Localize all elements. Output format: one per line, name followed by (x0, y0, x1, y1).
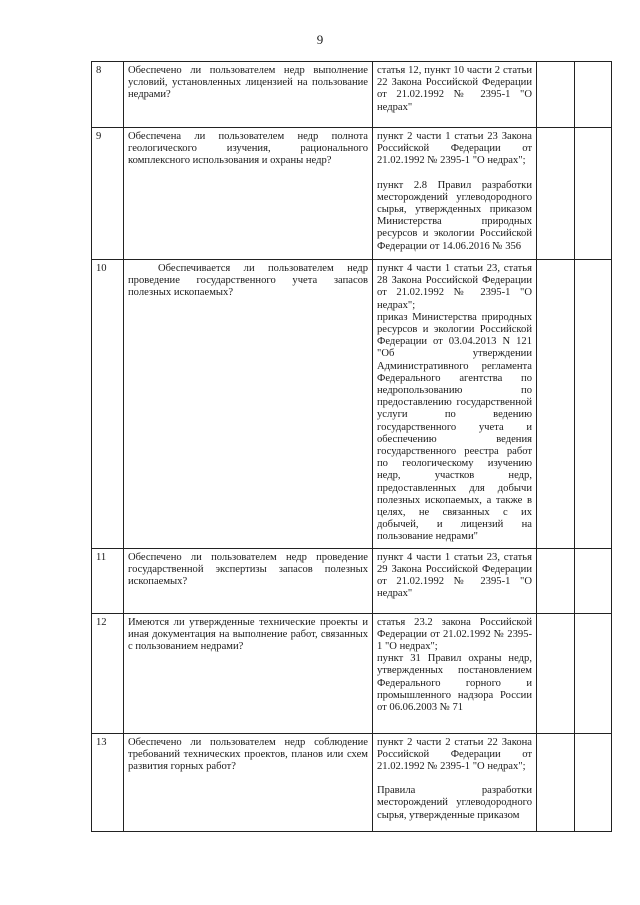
question-cell: Имеются ли утвержденные технические проекты и иная документация на выполнение работ, связанных с пользованием недрами? (124, 613, 373, 733)
question-cell: Обеспечено ли пользователем недр соблюдение требований технических проектов, планов или схем развития горных работ? (124, 733, 373, 831)
question-cell: Обеспечена ли пользователем недр полнота геологического изучения, рационального комплексного использования и охраны недр? (124, 128, 373, 260)
row-number: 8 (92, 62, 124, 128)
legal-reference-cell (373, 733, 537, 831)
question-cell: Обеспечено ли пользователем недр выполнение условий, установленных лицензией на пользование недрами? (124, 62, 373, 128)
table-row (92, 62, 612, 128)
note-cell (575, 62, 612, 128)
legal-reference-cell (373, 128, 537, 260)
table-row (92, 128, 612, 260)
legal-reference-cell (373, 62, 537, 128)
note-cell (575, 548, 612, 613)
answer-cell (537, 613, 575, 733)
row-number: 12 (92, 613, 124, 733)
row-number: 13 (92, 733, 124, 831)
answer-cell (537, 733, 575, 831)
table-row (92, 613, 612, 733)
table-row (92, 733, 612, 831)
legal-reference: пункт 2 части 2 статьи 22 Закона Российской Федерации от 21.02.1992 № 2395-1 "О недрах"; (377, 736, 532, 773)
row-number: 9 (92, 128, 124, 260)
answer-cell (537, 62, 575, 128)
note-cell (575, 260, 612, 549)
legal-reference: пункт 2.8 Правил разработки месторождений углеводородного сырья, утвержденных приказом Министерства природных ресурсов и экологии Российской Федерации от 14.06.2016 № 356 (377, 179, 532, 252)
question-cell (124, 260, 373, 549)
answer-cell (537, 548, 575, 613)
legal-reference: пункт 4 части 1 статьи 23, статья 29 Закона Российской Федерации от 21.02.1992 № 2395-1 "О недрах" (377, 551, 532, 600)
legal-reference-cell (373, 613, 537, 733)
legal-reference: пункт 4 части 1 статьи 23, статья 28 Закона Российской Федерации от 21.02.1992 № 2395-1 "О недрах"; (377, 263, 532, 311)
legal-reference: статья 23.2 закона Российской Федерации от 21.02.1992 № 2395-1 "О недрах"; (377, 616, 532, 653)
page-number: 9 (316, 32, 324, 47)
answer-cell (537, 128, 575, 260)
note-cell (575, 128, 612, 260)
legal-reference-cell (373, 548, 537, 613)
note-cell (575, 733, 612, 831)
checklist-table (91, 61, 612, 832)
answer-cell (537, 260, 575, 549)
legal-reference: Правила разработки месторождений углеводородного сырья, утвержденные приказом (377, 785, 532, 821)
legal-reference-cell (373, 260, 537, 549)
question-text: Обеспечивается ли пользователем недр проведение государственного учета запасов полезных ископаемых? (128, 263, 368, 299)
note-cell (575, 613, 612, 733)
legal-reference: приказ Министерства природных ресурсов и экологии Российской Федерации от 03.04.2013 N 121 "Об утверждении Административного регламента Федерального агентства по недропользованию по предоставлению государственной услуги по ведению государственного учета и обеспечению ведения государственного реестра работ по геологическому изучению недр, участков недр, предоставленных для добычи полезных ископаемых, а также в целях, не связанных с их добычей, и лицензий на пользование недрами" (377, 311, 532, 543)
row-number: 11 (92, 548, 124, 613)
legal-reference: пункт 31 Правил охраны недр, утвержденных постановлением Федерального горного и промышленного надзора России от 06.06.2003 № 71 (377, 653, 532, 714)
table-row (92, 548, 612, 613)
row-number: 10 (92, 260, 124, 549)
table-row (92, 260, 612, 549)
legal-reference: статья 12, пункт 10 части 2 статьи 22 Закона Российской Федерации от 21.02.1992 № 2395-1 "О недрах" (377, 65, 532, 113)
question-cell: Обеспечено ли пользователем недр проведение государственной экспертизы запасов полезных ископаемых? (124, 548, 373, 613)
legal-reference: пункт 2 части 1 статьи 23 Закона Российской Федерации от 21.02.1992 № 2395-1 "О недрах"; (377, 131, 532, 167)
